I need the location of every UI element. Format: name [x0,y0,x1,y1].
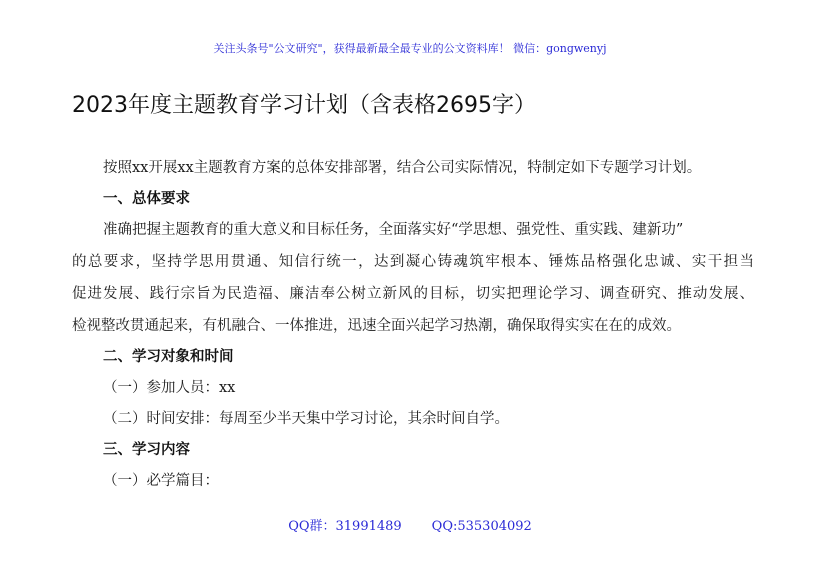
intro-paragraph: 按照xx开展xx主题教育方案的总体安排部署，结合公司实际情况，特制定如下专题学习计划。 [103,160,702,176]
section-3-heading: 三、学习内容 [103,442,190,458]
footer-qq: QQ:535304092 [431,519,532,534]
section-2-item-1: （一）参加人员：xx [103,380,236,396]
footer-note [0,515,820,534]
section-1-line-3: 促进发展、践行宗旨为民造福、廉洁奉公树立新风的目标，切实把理论学习、调查研究、推动发展、 [72,286,754,302]
section-2-item-2: （二）时间安排：每周至少半天集中学习讨论，其余时间自学。 [103,411,509,427]
footer-qq-group: QQ群：31991489 [288,519,402,534]
section-2-heading: 二、学习对象和时间 [103,349,234,365]
document-title: 2023年度主题教育学习计划（含表格2695字） [72,93,536,118]
section-1-line-1: 准确把握主题教育的重大意义和目标任务，全面落实好“学思想、强党性、重实践、建新功” [103,222,684,238]
header-note: 关注头条号"公文研究"，获得最新最全最专业的公文资料库！ 微信：gongwenyj [213,42,607,55]
section-1-heading: 一、总体要求 [103,191,190,207]
section-1-line-4: 检视整改贯通起来，有机融合、一体推进，迅速全面兴起学习热潮，确保取得实实在在的成效。 [72,318,681,334]
section-1-line-2: 的总要求，坚持学思用贯通、知信行统一，达到凝心铸魂筑牢根本、锤炼品格强化忠诚、实干担当 [72,254,754,270]
section-3-item-1: （一）必学篇目： [103,473,219,489]
